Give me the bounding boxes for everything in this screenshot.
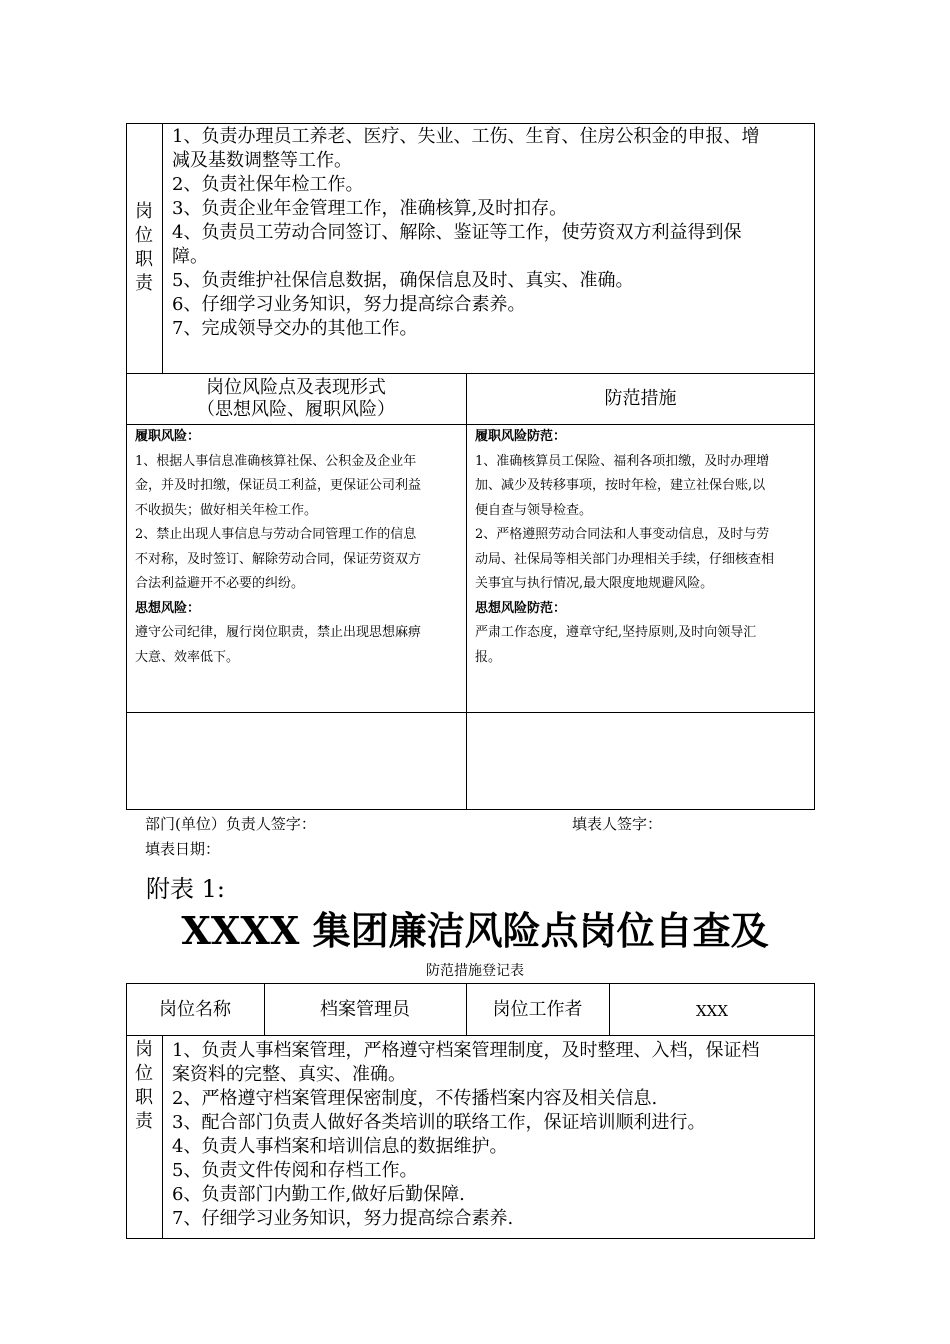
risk-line: 2、禁止出现人事信息与劳动合同管理工作的信息 bbox=[135, 527, 417, 542]
duty-line: 障。 bbox=[172, 246, 208, 267]
measure-line: 加、减少及转移事项，按时年检，建立社保台账,以 bbox=[475, 478, 766, 493]
worker-label: 岗位工作者 bbox=[492, 999, 583, 1020]
risk-line: 不对称，及时签订、解除劳动合同，保证劳资双方 bbox=[135, 551, 422, 567]
page-subtitle: 防范措施登记表 bbox=[426, 963, 524, 979]
duty-list bbox=[172, 125, 759, 341]
duty-line: 4、负责员工劳动合同签订、解除、鉴证等工作，使劳资双方利益得到保 bbox=[172, 222, 742, 243]
info-row-divider bbox=[126, 1035, 815, 1036]
appendix-label: 附表 1: bbox=[146, 875, 225, 903]
duty-row-divider bbox=[126, 373, 815, 374]
duty-line: 7、仔细学习业务知识，努力提高综合素养. bbox=[172, 1208, 514, 1229]
duty-label-divider bbox=[162, 123, 163, 374]
page-title: XXXX 集团廉洁风险点岗位自查及 bbox=[181, 908, 769, 953]
post-name-label: 岗位名称 bbox=[159, 999, 231, 1020]
perf-risk-title: 履职风险： bbox=[135, 429, 201, 444]
duty-line: 减及基数调整等工作。 bbox=[172, 150, 352, 171]
duty-line: 1、负责办理员工养老、医疗、失业、工伤、生育、住房公积金的申报、增 bbox=[172, 126, 760, 147]
fill-date-label: 填表日期： bbox=[145, 840, 221, 858]
measure-line: 严肃工作态度，遵章守纪,坚持原则,及时向领导汇 bbox=[475, 625, 757, 640]
measure-line: 报。 bbox=[475, 649, 502, 665]
measure-line: 1、准确核算员工保险、福利各项扣缴，及时办理增 bbox=[475, 453, 770, 469]
duty-label: 岗 位 职 责 bbox=[135, 201, 153, 294]
filler-sign-label: 填表人签字： bbox=[572, 815, 663, 833]
duty-line: 7、完成领导交办的其他工作。 bbox=[172, 318, 418, 339]
risk-line: 不收损失；做好相关年检工作。 bbox=[135, 502, 318, 518]
risk-line: 遵守公司纪律，履行岗位职责，禁止出现思想麻痹 bbox=[135, 625, 422, 640]
duty-line: 4、负责人事档案和培训信息的数据维护。 bbox=[172, 1136, 508, 1157]
duty-line: 3、配合部门负责人做好各类培训的联络工作，保证培训顺利进行。 bbox=[172, 1112, 706, 1133]
measure-line: 动局、社保局等相关部门办理相关手续，仔细核查相 bbox=[475, 551, 775, 567]
duty-line: 6、仔细学习业务知识，努力提高综合素养。 bbox=[172, 294, 526, 315]
duty-label-divider-2 bbox=[162, 1035, 163, 1239]
post-name-value: 档案管理员 bbox=[320, 999, 410, 1020]
dept-sign-label: 部门(单位）负责人签字： bbox=[145, 815, 316, 833]
duty-line: 2、负责社保年检工作。 bbox=[172, 174, 364, 195]
perf-measure-title: 履职风险防范： bbox=[475, 429, 567, 444]
duty-line: 3、负责企业年金管理工作，准确核算,及时扣存。 bbox=[172, 198, 568, 219]
duty-line: 案资料的完整、真实、准确。 bbox=[172, 1064, 406, 1085]
risk-measure-divider bbox=[466, 373, 467, 810]
measure-line: 2、严格遵照劳动合同法和人事变动信息，及时与劳 bbox=[475, 527, 770, 542]
mind-measure-title: 思想风险防范： bbox=[475, 600, 567, 616]
duty-line: 1、负责人事档案管理，严格遵守档案管理制度，及时整理、入档，保证档 bbox=[172, 1040, 760, 1061]
measure-header: 防范措施 bbox=[604, 388, 677, 409]
measure-content bbox=[475, 425, 774, 670]
duty-line: 2、严格遵守档案管理保密制度，不传播档案内容及相关信息. bbox=[172, 1088, 658, 1109]
risk-header: 岗位风险点及表现形式 （思想风险、履职风险） bbox=[197, 377, 395, 420]
risk-line: 金，并及时扣缴，保证员工利益，更保证公司利益 bbox=[135, 478, 422, 493]
mind-risk-title: 思想风险： bbox=[135, 600, 201, 616]
duty-line: 6、负责部门内勤工作,做好后勤保障. bbox=[172, 1184, 465, 1205]
risk-line: 合法利益避开不必要的纠纷。 bbox=[135, 576, 305, 591]
duty-label-2: 岗 位 职 责 bbox=[135, 1039, 153, 1132]
worker-value: XXX bbox=[695, 1002, 729, 1020]
duty-line: 5、负责文件传阅和存档工作。 bbox=[172, 1160, 418, 1181]
risk-line: 1、根据人事信息准确核算社保、公积金及企业年 bbox=[135, 453, 417, 469]
measure-line: 便自查与领导检查。 bbox=[475, 502, 593, 518]
risk-line: 大意、效率低下。 bbox=[135, 649, 240, 665]
measure-line: 关事宜与执行情况,最大限度地规避风险。 bbox=[475, 576, 714, 591]
duty-line: 5、负责维护社保信息数据，确保信息及时、真实、准确。 bbox=[172, 270, 634, 291]
risk-content bbox=[135, 425, 421, 670]
blank-row-divider bbox=[126, 712, 815, 713]
duty-list-2 bbox=[172, 1039, 759, 1231]
